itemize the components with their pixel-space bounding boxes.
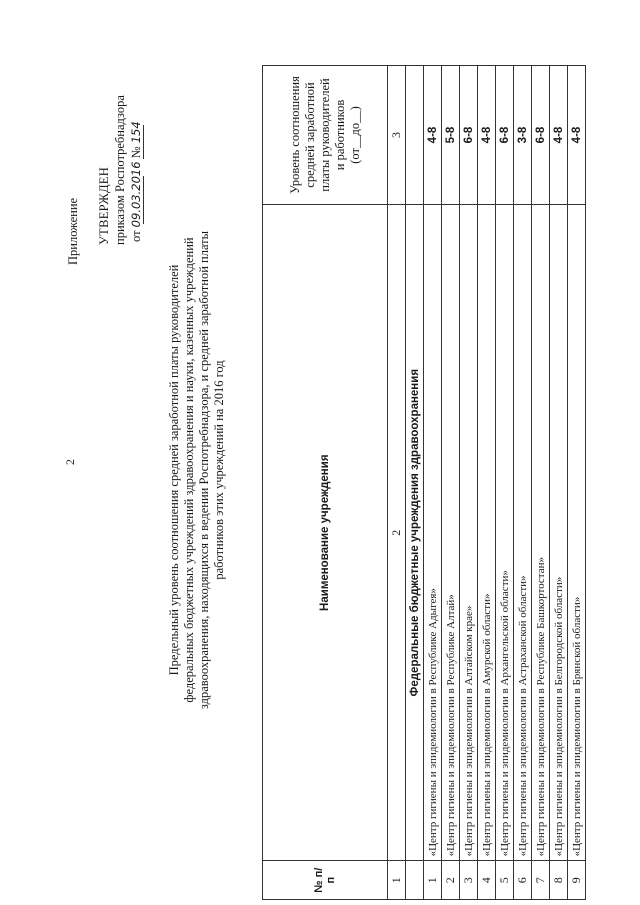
table-row: [442, 66, 460, 900]
table-header-row: [263, 66, 388, 900]
row-number: 5: [496, 861, 514, 900]
row-number: 1: [424, 861, 442, 900]
institution-name: «Центр гигиены и эпидемиологии в Амурской области»: [478, 205, 496, 861]
ratio-value: 3-8: [514, 66, 532, 205]
order-from-prefix: от: [129, 230, 143, 242]
row-number: 9: [568, 861, 586, 900]
ratio-value: 4-8: [550, 66, 568, 205]
header-col-ratio: Уровень соотношения средней заработной платы руководителей и работников (от__до__): [263, 66, 388, 205]
section-title: Федеральные бюджетные учреждения здравоохранения: [406, 205, 424, 861]
institution-name: «Центр гигиены и эпидемиологии в Астраханской области»: [514, 205, 532, 861]
section-empty-cell: [406, 66, 424, 205]
header-col-number: № п/п: [263, 861, 388, 900]
approval-heading: УТВЕРЖДЕН: [97, 166, 111, 245]
row-number: 3: [460, 861, 478, 900]
column-index-3: 3: [388, 66, 406, 205]
table-row: [514, 66, 532, 900]
document-title: Предельный уровень соотношения средней заработной платы руководителей федеральных бюджетных учреждений здравоохранения и науки, казенных учреждений здравоохранения, находящихся в ведении Роспотребнадзора, и средней заработной платы работников этих учреждений на 2016 год: [167, 230, 226, 710]
institution-name: «Центр гигиены и эпидемиологии в Брянской области»: [568, 205, 586, 861]
page-number: 2: [63, 459, 77, 465]
column-index-2: 2: [388, 205, 406, 861]
table-row: [532, 66, 550, 900]
number-underline: [143, 125, 144, 159]
salary-ratio-table: [262, 65, 586, 900]
table-row: [568, 66, 586, 900]
approval-order-line: [129, 121, 144, 242]
table-row: [460, 66, 478, 900]
institution-name: «Центр гигиены и эпидемиологии в Республике Алтай»: [442, 205, 460, 861]
ratio-value: 4-8: [424, 66, 442, 205]
approval-order-text: приказом Роспотребнадзора: [113, 95, 127, 245]
row-number: 4: [478, 861, 496, 900]
ratio-value: 4-8: [478, 66, 496, 205]
institution-name: «Центр гигиены и эпидемиологии в Алтайском крае»: [460, 205, 478, 861]
row-number: 6: [514, 861, 532, 900]
ratio-value: 6-8: [532, 66, 550, 205]
table-row: [478, 66, 496, 900]
row-number: 2: [442, 861, 460, 900]
row-number: 8: [550, 861, 568, 900]
table-row: [496, 66, 514, 900]
section-row: [406, 66, 424, 900]
column-index-1: 1: [388, 861, 406, 900]
table-row: [424, 66, 442, 900]
institution-name: «Центр гигиены и эпидемиологии в Республике Башкортостан»: [532, 205, 550, 861]
institution-name: «Центр гигиены и эпидемиологии в Республике Адыгея»: [424, 205, 442, 861]
order-number-handwritten: 154: [129, 121, 143, 144]
column-index-row: [388, 66, 406, 900]
date-underline: [143, 176, 144, 224]
appendix-label: Приложение: [66, 197, 80, 265]
order-date-handwritten: 09.03.2016: [129, 161, 143, 228]
ratio-value: 5-8: [442, 66, 460, 205]
ratio-value: 4-8: [568, 66, 586, 205]
header-col-name: Наименование учреждения: [263, 205, 388, 861]
section-empty-cell: [406, 861, 424, 900]
institution-name: «Центр гигиены и эпидемиологии в Белгородской области»: [550, 205, 568, 861]
ratio-value: 6-8: [460, 66, 478, 205]
order-number-sign: №: [129, 146, 143, 159]
institution-name: «Центр гигиены и эпидемиологии в Архангельской области»: [496, 205, 514, 861]
ratio-value: 6-8: [496, 66, 514, 205]
row-number: 7: [532, 861, 550, 900]
table-row: [550, 66, 568, 900]
